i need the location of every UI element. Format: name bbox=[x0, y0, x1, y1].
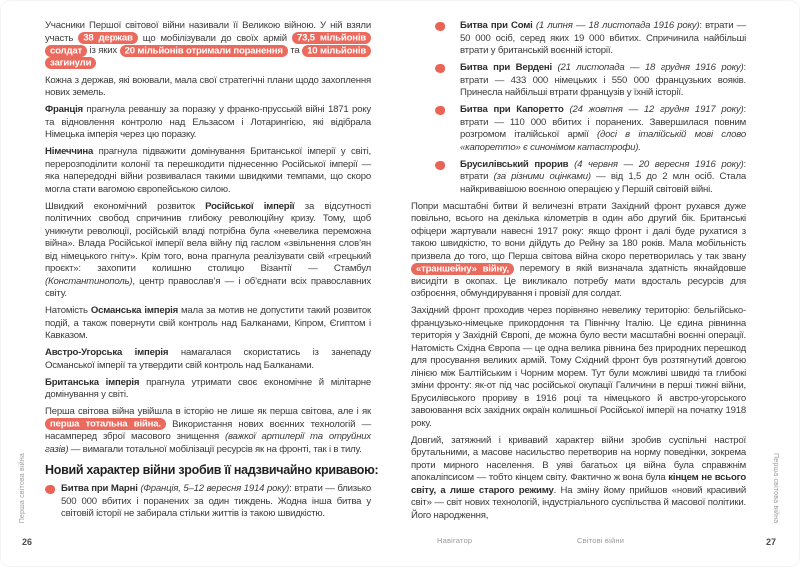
body-text: Новий характер війни зробив її надзвичайно кривавою: bbox=[45, 463, 379, 477]
bullet-dot-icon bbox=[435, 161, 445, 170]
bold-text: Франція bbox=[45, 104, 83, 115]
highlight-pill: перша тотальна війна. bbox=[45, 418, 166, 430]
right-margin-chapter-label: Перша світова війна bbox=[772, 452, 779, 523]
highlight-pill: 10 мільйонів загинули bbox=[45, 45, 371, 70]
paragraph bbox=[45, 75, 371, 100]
bullet-item bbox=[435, 20, 746, 58]
body-text: мала за мотив не допустити такий розвиток подій, а також повернути свій контроль над Балканами, Кіпром, Єгиптом і Кавказом. bbox=[45, 305, 371, 341]
body-text: перемогу в якій визначала здатність якнайдовше висидіти в окопах. Це викликало потребу мати вдосталь ресурсів для озброєння, обмундирування і провізії для солдат. bbox=[411, 263, 746, 299]
paragraph bbox=[45, 20, 371, 70]
italic-text: (24 жовтня — 12 грудня 1917 року) bbox=[569, 104, 744, 115]
body-text: прагнула підважити домінування Британської імперії у світі, перерозподілити колонії та перешкодити піднесенню Російської імперії — яка напередодні війни розвивалася такими швидкими темпами, що скоро могла стати вагомою європейською силою. bbox=[45, 146, 371, 195]
body-text: . На зміну йому прийшов «новий красивий світ» — світ нових технологій, індустріального суспільства й масової політики. Його народження, bbox=[411, 484, 746, 521]
bullet-text bbox=[460, 104, 746, 154]
bold-text: Австро-Угорська імперія bbox=[45, 347, 169, 358]
italic-text: (4 червня — 20 вересня 1916 року) bbox=[574, 158, 744, 170]
body-text: — від 1,5 до 2 млн осіб. Стала найкривавішою воєнною операцією у Першій світовій війні. bbox=[460, 171, 746, 195]
body-text: та bbox=[287, 45, 303, 56]
italic-text: (Франція, 5–12 вересня 1914 року) bbox=[140, 483, 290, 494]
body-text: Попри масштабні битви й величезні втрати Західний фронт рухався дуже повільно, всього на декілька кілометрів в один або другий бік. Британські офіцери жартували навесні 1917 року: якщо фронт і далі буде рухатися з такою швидкістю, то вони дійдуть до Рейну за 180 років. Мала мобільність призвела до того, що Перша світова війна скоро перетворилась у так звану bbox=[411, 200, 746, 262]
body-text: : втрати — 433 000 німецьких і 550 000 французьких вояків. Принесла найбільші втрати французів у їхній історії. bbox=[460, 62, 746, 98]
left-margin-chapter-label: Перша світова війна bbox=[19, 452, 26, 523]
body-text: із яких bbox=[86, 45, 120, 56]
bullet-dot-icon bbox=[435, 106, 445, 115]
body-text: : втрати — 110 000 вбитих і поранених. Завершилася повним розгромом італійської армії bbox=[460, 104, 747, 140]
highlight-pill: 20 мільйонів отримали поранення bbox=[120, 45, 288, 57]
bold-text: Османська імперія bbox=[90, 305, 178, 316]
footer-section-title: Світові війни bbox=[577, 536, 625, 545]
bullet-dot-icon bbox=[45, 485, 55, 494]
bullet-dot-icon bbox=[435, 22, 445, 31]
paragraph bbox=[45, 201, 371, 301]
bold-text: Битва при Вердені bbox=[460, 62, 558, 73]
page-number-left: 26 bbox=[22, 537, 33, 547]
body-text: : втрати — близько 500 000 вбитих і поранених за один тиждень. Жодна інша битва у світовій історії не забирала стільки життів із такою швидкістю. bbox=[61, 483, 371, 519]
page-number-right: 27 bbox=[765, 537, 776, 547]
body-text: Довгий, затяжний і кривавий характер війни зробив суспільні настрої брутальними, а масове насильство перетворив на норму поведінки, зокрема проти мирного населення. В уяві багатьох ця війна була справжнім апокаліпсисом — тобто кінцем світу. Фактично ж вона була bbox=[411, 434, 746, 483]
bullet-item bbox=[435, 62, 746, 100]
bullet-item bbox=[435, 159, 746, 197]
italic-text: (Константинополь) bbox=[45, 275, 133, 287]
body-text: Західний фронт проходив через порівняно невелику територію: бельгійсько-французько-німецьке прикордоння та Північну Італію. Це єдина рівнинна територія у Західній Європі, де можна було вести масштабні воєнні операції. Натомість Східна Європа — це одна велика рівнина без природних перешкод для просування великих армій. Тому Східний фронт був розтягнутий довгою лінією між Балтійським і Чорним морем. Тут були можливі швидкі та глибокі зміни фронту: як-от під час російської окупації Галичини в перші тижні війни, Брусилівського прориву в 1916 році та німецького й австро-угорського завоювання всіх західних окраїн колишньої Російської імперії на початку 1918 року. bbox=[411, 305, 746, 429]
bold-text: Російської імперії bbox=[205, 200, 295, 212]
bullet-item bbox=[45, 483, 371, 521]
paragraph bbox=[45, 104, 371, 142]
paragraph bbox=[45, 305, 371, 343]
body-text: Кожна з держав, які воювали, мала свої стратегічні плани щодо захоплення нових земель. bbox=[45, 74, 371, 98]
bold-text: Британська імперія bbox=[45, 376, 140, 388]
body-text: , центр православ’я — і об’єднати всіх православних світу. bbox=[45, 275, 371, 299]
italic-text: (21 листопада — 18 грудня 1916 року) bbox=[557, 62, 744, 73]
body-text: : втрати — 50 000 осіб, серед яких 19 000 вбитих. Спричинила найбільші втрати у британській воєнній історії. bbox=[460, 20, 746, 56]
paragraph bbox=[411, 435, 746, 523]
body-text: : втрати bbox=[460, 158, 747, 182]
body-text: прагнула утримати своє економічне й мілітарне домінування у світі. bbox=[45, 376, 372, 400]
bold-text: Битва при Капоретто bbox=[460, 104, 570, 115]
section-heading bbox=[45, 462, 379, 478]
italic-text: (досі в італійській мові слово «капоретто» є синонімом катастрофи). bbox=[460, 129, 746, 153]
italic-text: (за різними оцінками) bbox=[493, 171, 591, 182]
bullet-text bbox=[460, 20, 746, 58]
body-text: Швидкий економічний розвиток bbox=[45, 200, 206, 212]
body-text: за відсутності політичних свобод спричинив глибоку революційну кризу. Тому, щоб уникнути революції, російській владі потрібна була «невелика переможна війна». Влада Російської імперії вела війну під гаслом «звільнення слов’ян від німецького гніту». Крім того, вона прагнула реалізувати свій «грецький проєкт»: захопити колишню столицю Візантії — Стамбул bbox=[45, 200, 371, 274]
italic-text: (1 липня — 18 листопада 1916 року) bbox=[535, 20, 700, 31]
bold-text: кінцем не всього світу, а лише старого режиму bbox=[411, 472, 746, 496]
footer-book-title: Навігатор bbox=[437, 536, 473, 545]
italic-text: (важкої артилерії та отруйних газів) bbox=[45, 431, 372, 455]
bold-text: Німеччина bbox=[45, 146, 94, 157]
bold-text: Битва при Сомі bbox=[460, 20, 536, 31]
right-page-content bbox=[411, 20, 746, 527]
highlight-pill: 73,5 мільйонів солдат bbox=[45, 32, 371, 57]
left-page-content bbox=[45, 20, 379, 525]
paragraph bbox=[45, 347, 371, 372]
bullet-text bbox=[460, 62, 746, 100]
body-text: — вимагали тотальної мобілізації ресурсів як на фронті, так і в тилу. bbox=[68, 443, 362, 455]
body-text: Використання нових воєнних технологій — насамперед зброї масового знищення bbox=[45, 418, 371, 442]
bullet-item bbox=[435, 104, 746, 154]
paragraph bbox=[45, 146, 371, 196]
paragraph bbox=[411, 305, 746, 430]
body-text: Натомість bbox=[45, 305, 91, 316]
paragraph bbox=[411, 201, 746, 301]
body-text: що мобілізували до своїх армій bbox=[137, 32, 292, 44]
body-text: намагалася скористатись із занепаду Османської імперії та утвердити свій контроль над Балканами. bbox=[45, 347, 371, 371]
highlight-pill: «траншейну» війну, bbox=[411, 263, 514, 275]
paragraph bbox=[45, 406, 371, 456]
bullet-text bbox=[460, 159, 746, 197]
bold-text: Брусилівський прорив bbox=[460, 158, 575, 170]
body-text: прагнула реваншу за поразку у франко-прусській війні 1871 року та відновлення контролю над Ельзасом і Лотарингією, які відібрала Німецька імперія через цю поразку. bbox=[45, 104, 371, 140]
bullet-dot-icon bbox=[435, 64, 445, 73]
body-text: Перша світова війна увійшла в історію не лише як перша світова, але і як bbox=[45, 406, 371, 417]
bold-text: Битва при Марні bbox=[61, 483, 141, 494]
paragraph bbox=[45, 377, 371, 402]
bullet-text bbox=[61, 483, 371, 521]
highlight-pill: 38 держав bbox=[78, 32, 137, 44]
body-text: Учасники Першої світової війни називали її Великою війною. У ній взяли участь bbox=[45, 20, 371, 44]
